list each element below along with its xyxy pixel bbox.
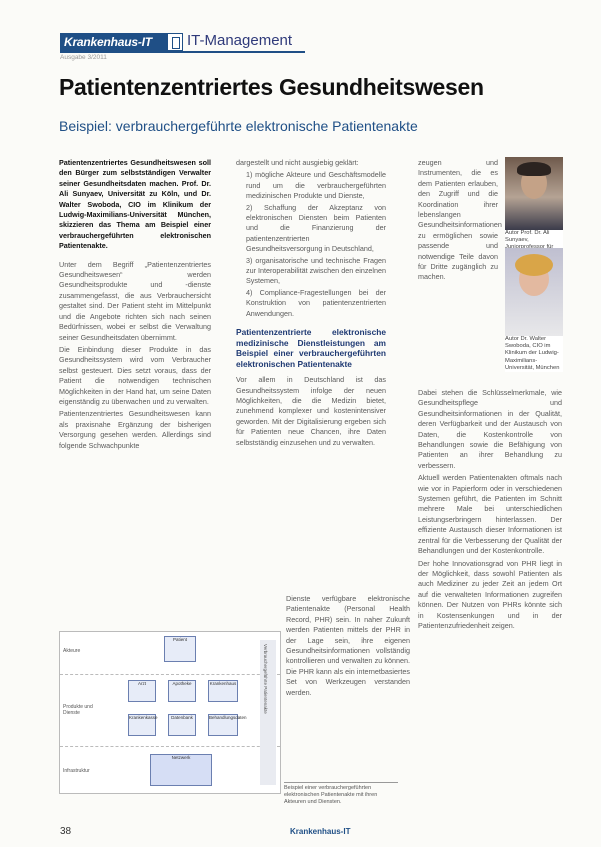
band-label: Akteure [63,648,81,654]
section-title: IT-Management [187,32,293,49]
column-3-continued [418,388,562,633]
article-subtitle: Beispiel: verbrauchergeführte elektronische Patientenakte [59,118,418,134]
side-label: Verbrauchergeführte Patientenakte [263,644,268,714]
paragraph: Die Einbindung dieser Produkte in das Gesundheitssystem wird vom Verbraucher selbst gesteuert. Dies setzt voraus, dass der Patient die notwendigen technischen Möglichkeiten in der Hand hat, um seine Daten eigenständig zu überwachen und zu verwalten. [59,344,211,406]
article-title: Patientenzentriertes Gesundheitswesen [59,74,484,100]
figure-box: Behandlungsdaten [208,714,238,736]
column-1 [59,158,211,453]
section-heading: Patientenzentrierte elektronische medizinische Dienstleistungen am Beispiel einer verbrauchergeführten elektronischen Patientenakte [236,327,386,369]
article-lead: Patientenzentriertes Gesundheitswesen soll den Bürger zum selbstständigen Verwalter seiner Gesundheitsdaten machen. Prof. Dr. Ali Sunyaev, Universität zu Köln, und Dr. Walter Swoboda, CIO im Klinikum der Ludwig-Maximilians-Universität München, skizzieren das Thema am Beispiel einer verbrauchergeführten elektronischen Patientenakte. [59,158,211,251]
author-photo-swoboda [505,248,563,336]
page-number: 38 [60,826,72,837]
footer-brand: Krankenhaus-IT [290,827,351,836]
masthead-rule [60,51,305,53]
list-item: 1) mögliche Akteure und Geschäftsmodelle rund um die verbrauchergeführten medizinischen Produkte und Dienste, [246,170,386,201]
list-item: 3) organisatorische und technische Fragen zur Interoperabilität zwischen den einzelnen Systemen, [246,255,386,286]
paragraph: dargestellt und nicht ausgiebig geklärt: [236,158,359,167]
column-2-continued [286,594,410,700]
figure-box: Apotheke [168,680,196,702]
paragraph: Patientenzentriertes Gesundheitswesen kann als praxisnahe Ergänzung der bisherigen Versorgung gesehen werden. Allerdings sind folgende Schwachpunkte [59,409,211,450]
magazine-logo: Krankenhaus-IT [60,33,174,51]
photo-caption: Autor Dr. Walter Swoboda, CIO im Klinikum der Ludwig-Maximilians-Universität, München [505,336,563,372]
band-label: Produkte und Dienste [63,704,93,716]
paragraph: zeugen und Instrumenten, die es dem Patienten erlauben, den Zugriff und die Koordination ihrer lebenslangen Gesundheitsinformationen zu ermöglichen sowie passende und notwendige Teile davon für Dritte zugänglich zu machen. [418,158,502,282]
logo-mark-icon [167,33,183,51]
paragraph: Vor allem in Deutschland ist das Gesundheitssystem infolge der neuen Möglichkeiten, die die Medizin bietet, zunehmend komplexer und kostenintensiver geworden. Mit der Digitalisierung ergeben sich für Patienten neue Chancen, ihre Daten selbstständig einzusehen und zu verwalten. [236,375,386,447]
figure-box: Krankenhaus [208,680,238,702]
issue-list [236,170,386,319]
column-3 [418,158,502,285]
list-item: 2) Schaffung der Akzeptanz von elektronischen Diensten beim Patienten und die Finanzierung der patientenzentrierten Gesundheitsversorgung in Deutschland, [246,202,386,254]
figure-box: Netzwerk [150,754,212,786]
list-item: 4) Compliance-Fragestellungen bei der Konstruktion von patientenzentrierten Anwendungen. [246,287,386,318]
band-label: Infrastruktur [63,768,90,774]
paragraph: Der hohe Innovationsgrad von PHR liegt in der Möglichkeit, dass sowohl Patienten als auch Mediziner zu jeder Zeit an jedem Ort auf die verwalteten Informationen zugreifen können. Der Nutzen von PHRs könnte sich in Kostensenkungen und in der Patientenzufriedenheit zeigen. [418,558,562,630]
issue-label: Ausgabe 3/2011 [60,54,107,61]
figure-caption: Beispiel einer verbrauchergeführten elektronischen Patientenakte mit ihren Akteuren und Diensten. [284,782,398,805]
paragraph: Dabei stehen die Schlüsselmerkmale, wie Gesundheitspflege und Gesundheitsinformationen in der Qualität, deren Verfügbarkeit und der Austausch von Daten, die Kostenkontrolle von Behandlungen sowie die Befähigung von Patienten an ihrer Behandlung zu verbessern. [418,388,562,470]
author-photo-sunyaev [505,157,563,230]
diagram-figure [59,631,281,794]
paragraph: Dienste verfügbare elektronische Patientenakte (Personal Health Record, PHR) sein. In naher Zukunft werden Patienten mittels der PHR in der Lage sein, ihre eigenen Gesundheitsinformationen vollständig kontrollieren und verwalten zu können. Die PHR kann als ein internetbasiertes Set von Werkzeugen verstanden werden. [286,594,410,697]
photo-caption: Autor Prof. Dr. Ali Sunyaev, [505,230,563,280]
figure-box: Arzt [128,680,156,702]
paragraph: Aktuell werden Patientenakten oftmals nach wie vor in Papierform oder in verschiedenen Systemen geführt, die Patienten im Schnitt mehrere Male bei unterschiedlichen Leistungserbringern hinterlassen. Der effiziente Austausch dieser Informationen ist zentral für die Verbesserung der Qualität der Behandlungen und der Kostenkontrolle. [418,473,562,556]
figure-box: Patient [164,636,196,662]
figure-side-band [260,640,276,785]
column-2 [236,158,386,450]
figure-box: Krankenkasse [128,714,156,736]
paragraph: Unter dem Begriff „Patientenzentriertes Gesundheitswesen“ werden Gesundheitsprodukte und -dienste zusammengefasst, die aus Verbrauchersicht gestaltet sind. Der Patient steht im Mittelpunkt und die Angebote richten sich nach seinen Bedürfnissen, wobei er selbst die Verwaltung seiner Gesundheitsdaten übernimmt. [59,259,211,342]
figure-box: Datenbank [168,714,196,736]
